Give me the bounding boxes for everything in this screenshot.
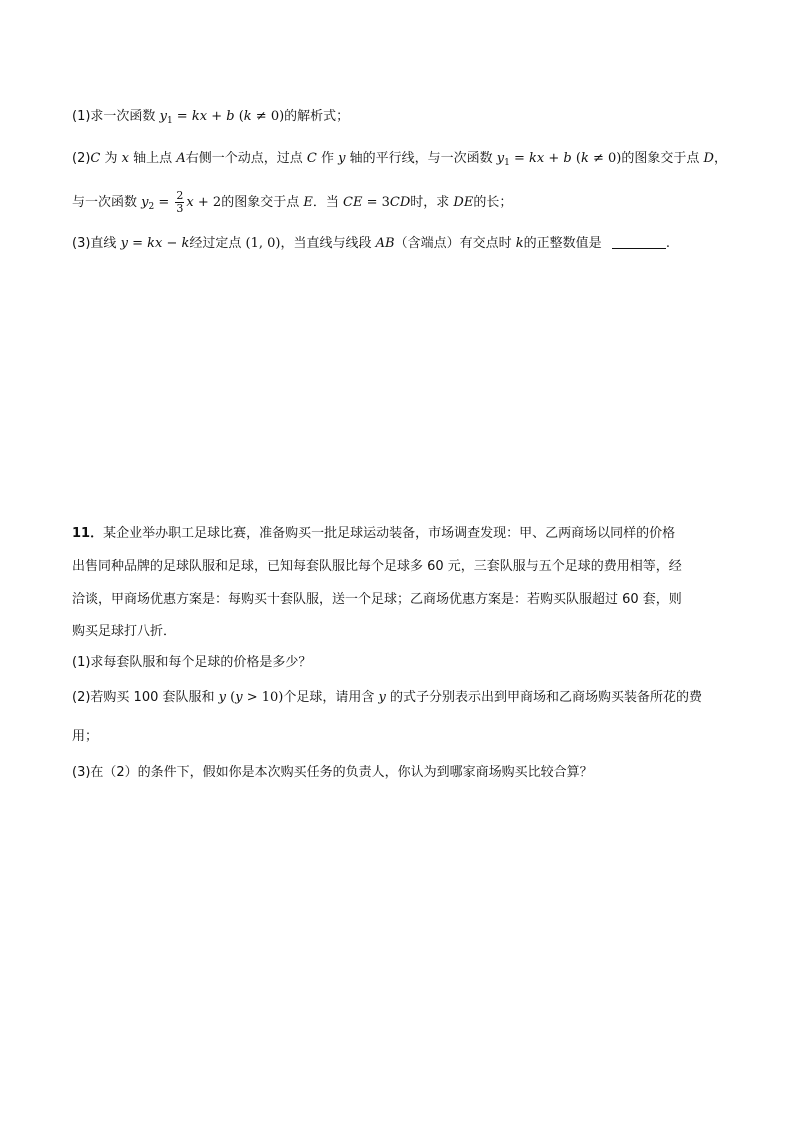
q11-text-line1: 某企业举办职工足球比赛，准备购买一批足球运动装备，市场调查发现：甲、乙两商场以同样的价格 xyxy=(103,526,676,541)
condition-k-nonzero: (k ≠ 0) xyxy=(238,109,285,124)
q10-part3-text-f: . xyxy=(665,236,670,251)
q10-part2-line1: (2)C 为 x 轴上点 A右侧一个动点，过点 C 作 y 轴的平行线，与一次函数 $y_1$ = kx + b (k ≠ 0)的图象交于点 D， xyxy=(72,151,727,168)
q11-line3: 洽谈，甲商场优惠方案是：每购买十套队服，送一个足球；乙商场优惠方案是：若购买队服超过 60 套，则 xyxy=(72,592,682,607)
q10-part1-label: (1) xyxy=(72,109,91,124)
q10-part2-text-k: 时，求 xyxy=(410,195,450,210)
q10-part3-text-b: 经过定点 xyxy=(189,236,242,251)
q10-part3-text-e: 的正整数值是 xyxy=(523,236,602,251)
q10-part3: (3)直线 y = kx − k经过定点 (1, 0)，当直线与线段 AB（含端点）有交点时 k的正整数值是 . xyxy=(72,236,670,251)
q10-part3-text-d: （含端点）有交点时 xyxy=(394,236,512,251)
q11-line4: 购买足球打八折． xyxy=(72,624,177,639)
q11-number: 11． xyxy=(72,526,104,541)
q10-part2-text-d: 作 xyxy=(320,151,334,166)
q10-part2-text-a: 为 xyxy=(104,151,118,166)
fraction-two-thirds: $\frac{2}{3}$ xyxy=(176,189,184,215)
q10-part2-line2: 与一次函数 $y_2$ = $\frac{2}{3}$ x + 2的图象交于点 E．当 CE = 3CD时，求 DE的长； xyxy=(72,189,513,215)
q10-part2-text-j: ．当 xyxy=(312,195,339,210)
q10-part3-label: (3) xyxy=(72,236,91,251)
q11-line2: 出售同种品牌的足球队服和足球，已知每套队服比每个足球多 60 元，三套队服与五个足球的费用相等，经 xyxy=(72,559,682,574)
q10-part3-text-a: 直线 xyxy=(90,236,117,251)
q11-part2-line2: 用； xyxy=(72,729,99,744)
q11-part3: (3)在（2）的条件下，假如你是本次购买任务的负责人，你认为到哪家商场购买比较合算？ xyxy=(72,765,593,780)
q11-part2-text-c: 的式子分别表示出到甲商场和乙商场购买装备所花的费 xyxy=(390,690,703,705)
q10-part1 xyxy=(72,107,349,131)
q10-part2-text-h: 与一次函数 xyxy=(72,195,138,210)
q10-part2-text-g: ， xyxy=(713,151,727,166)
q10-part2-text-f: 的图象交于点 xyxy=(621,151,700,166)
q11-part2-text-b: 个足球，请用含 xyxy=(283,690,375,705)
q11-part2-text-a: (2)若购买 100 套队服和 xyxy=(72,690,215,705)
answer-blank[interactable] xyxy=(612,234,666,249)
q10-part1-text-b: 的解析式； xyxy=(284,109,350,124)
q10-part2-text-l: 的长； xyxy=(473,195,513,210)
q10-part2-label: (2) xyxy=(72,151,91,166)
q10-part2-text-i: 的图象交于点 xyxy=(221,195,300,210)
q11-part1: (1)求每套队服和每个足球的价格是多少？ xyxy=(72,655,312,670)
q11-part2-line1: (2)若购买 100 套队服和 y (y > 10)个足球，请用含 y 的式子分别表示出到甲商场和乙商场购买装备所花的费 xyxy=(72,690,703,705)
q10-part3-text-c: ，当直线与线段 xyxy=(280,236,372,251)
q10-part2-text-c: 右侧一个动点，过点 xyxy=(185,151,303,166)
q10-part1-text-a: 求一次函数 xyxy=(90,109,156,124)
q10-part2-text-e: 轴的平行线，与一次函数 xyxy=(349,151,493,166)
q10-part2-text-b: 轴上点 xyxy=(133,151,173,166)
q11-line1 xyxy=(72,524,675,544)
formula-y1: $y_1$ = kx + b xyxy=(159,109,235,126)
